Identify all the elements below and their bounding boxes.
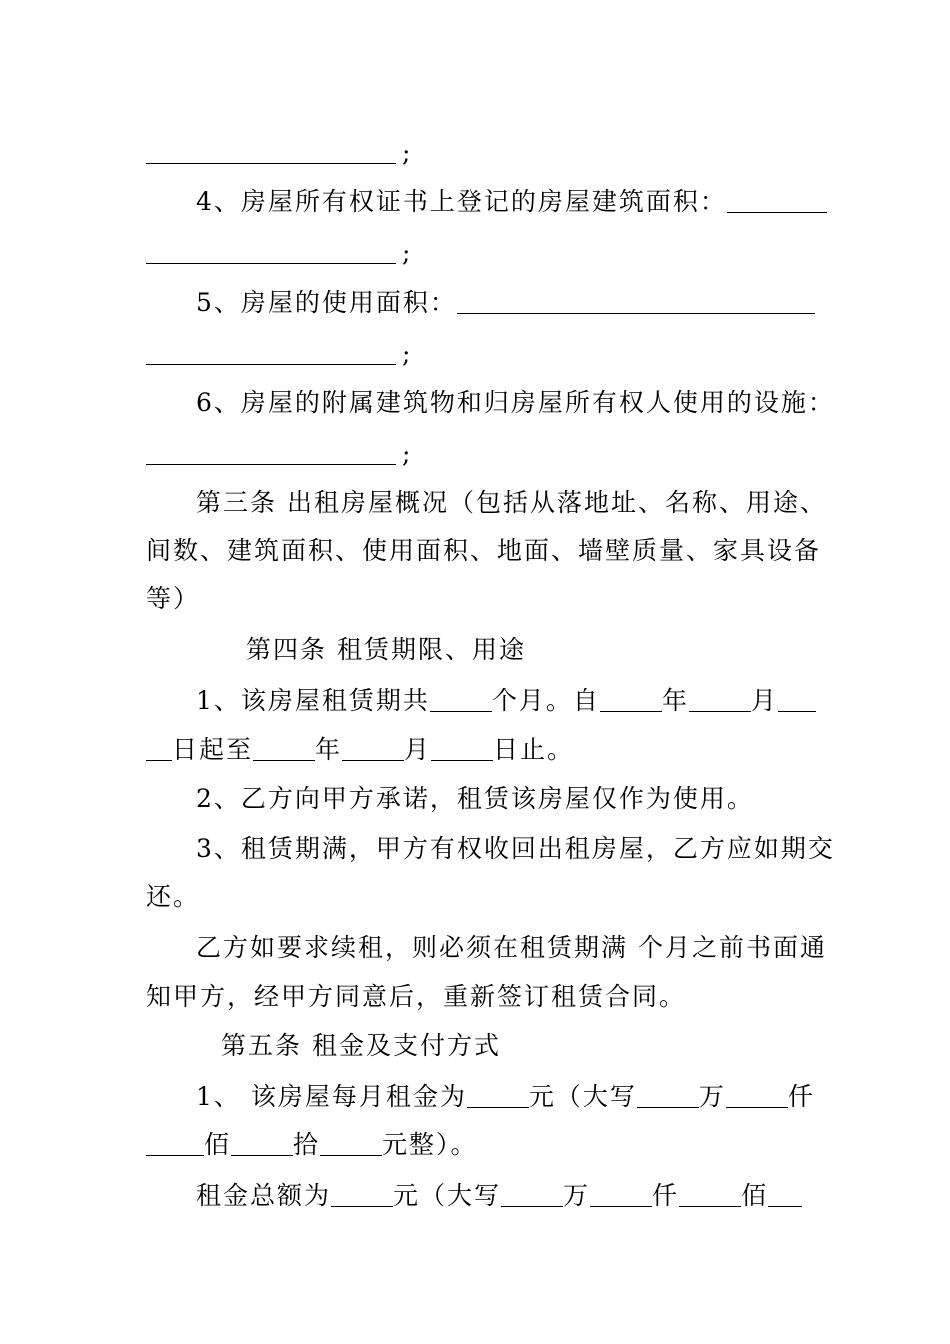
article4-item3-line1: 3、租赁期满，甲方有权收回出租房屋，乙方应如期交 [196,834,835,863]
wan-blank[interactable] [501,1180,563,1207]
item6-label: 6、房屋的附属建筑物和归房屋所有权人使用的设施： [196,388,835,417]
total-rent-line [196,1179,802,1213]
end-day-blank[interactable] [431,734,493,761]
qian-blank[interactable] [726,1081,788,1108]
end-year-blank[interactable] [253,734,315,761]
day-end-label: 日止。 [493,735,575,764]
renewal-line1: 乙方如要求续租，则必须在租赁期满 个月之前书面通 [196,933,827,962]
fill-blank[interactable] [727,186,827,213]
item4-label: 4、房屋所有权证书上登记的房屋建筑面积： [196,187,727,216]
term-label: 1、该房屋租赁期共 [196,686,430,715]
bai-label: 佰 [204,1130,232,1159]
fill-blank[interactable] [146,137,396,164]
months-blank[interactable] [430,685,492,712]
article4-item3-line2: 还。 [146,882,201,911]
start-year-blank[interactable] [600,685,662,712]
qian-blank[interactable] [590,1180,652,1207]
fill-blank[interactable] [146,338,396,365]
semicolon: ; [402,138,413,167]
semicolon: ; [402,439,413,468]
article5-item1-line2 [146,1128,478,1162]
fill-blank[interactable] [457,287,815,314]
article4-item1-line2 [146,733,574,767]
yuan-blank[interactable] [320,1129,382,1156]
item5-line [196,286,815,320]
wan-label: 万 [563,1181,591,1210]
article4-item1-line1 [196,684,816,718]
semicolon: ; [402,339,413,368]
blank-line-1 [146,136,412,170]
blank-line-2 [146,236,412,270]
blank-line-3 [146,337,412,371]
start-month-blank[interactable] [689,685,751,712]
blank-line-4 [146,437,412,471]
article5-item1-line1 [196,1080,815,1114]
month-label: 月 [404,735,432,764]
wan-label: 万 [698,1082,726,1111]
article4-item2: 2、乙方向甲方承诺，租赁该房屋仅作为使用。 [196,784,754,813]
fill-blank[interactable] [146,237,396,264]
bai-blank[interactable] [146,1129,204,1156]
yuan-daxie-label: 元（大写 [528,1082,637,1111]
month-label: 月 [750,686,778,715]
item4-line [196,185,827,219]
renewal-line2: 知甲方，经甲方同意后，重新签订租赁合同。 [146,982,687,1011]
wan-blank[interactable] [637,1081,699,1108]
total-rent-blank[interactable] [331,1180,393,1207]
bai-label: 佰 [741,1181,769,1210]
qian-label: 仟 [787,1082,815,1111]
yuan-zheng-label: 元整）。 [382,1130,478,1159]
total-rent-label: 租金总额为 [196,1181,332,1210]
monthly-rent-blank[interactable] [467,1081,529,1108]
shi-blank[interactable] [231,1129,293,1156]
item5-label: 5、房屋的使用面积： [196,288,457,317]
item6-line [196,386,835,420]
qian-label: 仟 [652,1181,680,1210]
bai-blank[interactable] [679,1180,741,1207]
article4-title: 第四条 租赁期限、用途 [246,635,526,664]
article3-line3: 等） [146,584,201,613]
monthly-rent-label: 1、 该房屋每月租金为 [196,1082,467,1111]
start-day-blank[interactable] [778,685,816,712]
semicolon: ; [402,238,413,267]
article3-line1: 第三条 出租房屋概况（包括从落地址、名称、用途、 [196,488,827,517]
day-from-label: 日起至 [172,735,254,764]
year-label: 年 [315,735,343,764]
start-day-blank-cont[interactable] [146,734,172,761]
months-label: 个月。自 [491,686,600,715]
shi-label: 拾 [293,1130,321,1159]
article5-title: 第五条 租金及支付方式 [221,1031,501,1060]
article3-line2: 间数、建筑面积、使用面积、地面、墙壁质量、家具设备 [146,536,822,565]
year-label: 年 [661,686,689,715]
fill-blank[interactable] [146,438,396,465]
shi-blank[interactable] [768,1180,802,1207]
end-month-blank[interactable] [342,734,404,761]
yuan-daxie-label: 元（大写 [393,1181,502,1210]
